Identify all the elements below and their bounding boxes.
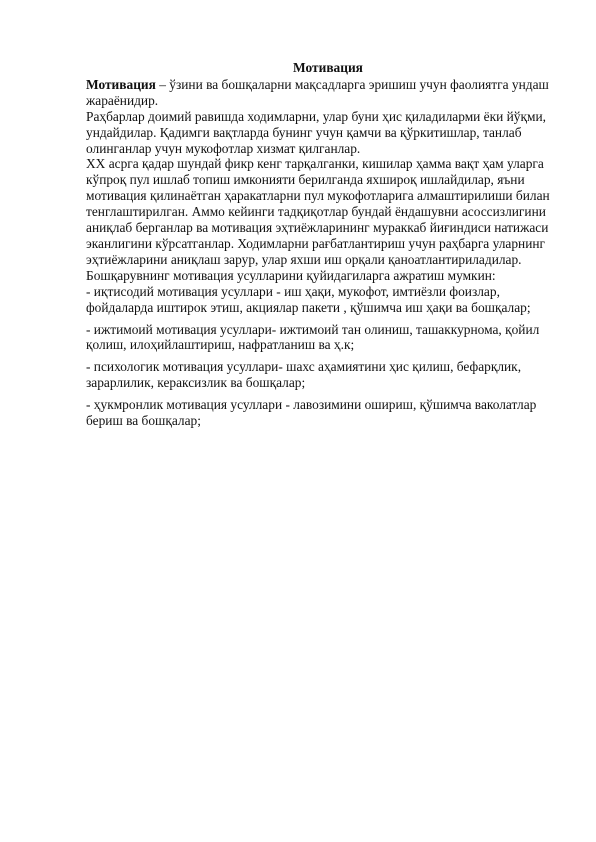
document-title: Мотивация [293,60,363,75]
paragraph-history: XX асрга қадар шундай фикр кенг тарқалганки, кишилар ҳамма вақт ҳам уларга кўпроқ пул ишлаб топиш имконияти берилганда яхшироқ ишлайдилар, яъни мотивация қилинаётган ҳаракатларни пул мукофотларига алмаштирилиши билан тенглаштирилган. Аммо кейинги тадқиқотлар бундай ёндашувни асоссизлигини аниқлаб берганлар ва мотивация эҳтиёжларининг мураккаб йиғиндиси натижаси эканлигини кўрсатганлар. Ходимларни рағбатлантириш учун раҳбарга уларнинг эҳтиёжларини аниқлаш зарур, улар яхши иш орқали қаноатлантириладилар. [86,156,550,267]
document-page [86,60,564,429]
list-item-power: - ҳукмронлик мотивация усуллари - лавозимини ошириш, қўшимча ваколатлар бериш ва бошқалар; [86,397,537,429]
intro-definition: – ўзини ва бошқаларни мақсадларга эришиш учун фаолиятга ундаш жараёнидир. [86,76,549,108]
list-item-psychological: - психологик мотивация усуллари- шахс аҳамиятини ҳис қилиш, бефарқлик, зарарлилик, керaксизлик ва бошқалар; [86,359,522,391]
intro-paragraph [86,77,564,109]
paragraph-leaders: Раҳбарлар доимий равишда ходимларни, улар буни ҳис қиладиларми ёки йўқми, ундайдилар. Қадимги вақтларда бунинг учун қамчи ва қўркитишлар, танлаб олинганлар учун мукофотлар хизмат қилганлар. [86,108,547,156]
list-item-social: - ижтимоий мотивация усуллари- ижтимоий тан олиниш, ташаккурнома, қойил қолиш, илоҳийлаштириш, нафратланиш ва ҳ.к; [86,321,540,353]
intro-term: Мотивация [86,76,156,92]
paragraph-methods-intro: Бошқарувнинг мотивация усулларини қуйидагиларга ажратиш мумкин: [86,267,496,283]
list-item-economic: - иқтисодий мотивация усуллари - иш ҳақи, мукофот, имтиёзли фоизлар, фойдаларда иштирок этиш, акциялар пакети , қўшимча иш ҳақи ва бошқалар; [86,283,531,315]
